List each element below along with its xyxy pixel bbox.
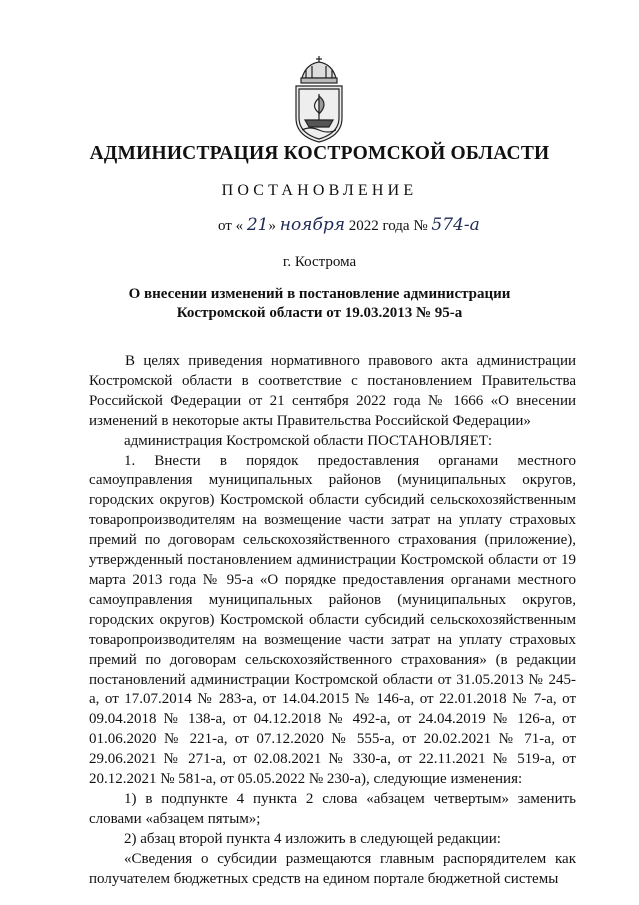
organization-title: АДМИНИСТРАЦИЯ КОСТРОМСКОЙ ОБЛАСТИ	[89, 143, 550, 164]
year-text: 2022 года №	[348, 218, 428, 234]
handwritten-month: ноября	[279, 215, 345, 235]
subject-line-2: Костромской области от 19.03.2013 № 95-а	[176, 305, 463, 321]
city-name: г. Кострома	[282, 254, 357, 270]
paragraph-subitem-1: 1) в подпункте 4 пункта 2 слова «абзацем четвертым» заменить словами «абзацем пятым»;	[89, 790, 576, 827]
paragraph-resolves: администрация Костромской области ПОСТАНОВЛЯЕТ:	[124, 432, 493, 449]
handwritten-number: 574-а	[431, 215, 480, 235]
document-subject	[0, 285, 639, 323]
date-prefix: от «	[218, 218, 244, 234]
document-date-line	[218, 215, 480, 235]
document-body	[89, 352, 576, 889]
paragraph-subitem-2: 2) абзац второй пункта 4 изложить в следующей редакции:	[124, 830, 501, 847]
paragraph-quote: «Сведения о субсидии размещаются главным распорядителем как получателем бюджетных средств на едином портале бюджетной системы	[89, 850, 576, 887]
paragraph-item-1: 1. Внести в порядок предоставления органами местного самоуправления муниципальных районов (муниципальных округов, городских округов) Костромской области субсидий сельскохозяйственным товаропроизводителям на возмещение части затрат на уплату страховых премий по договорам сельскохозяйственного страхования (приложение), утвержденный постановлением администрации Костромской области от 19 марта 2013 года № 95-а «О порядке предоставления органами местного самоуправления муниципальных районов (муниципальных округов, городских округов) Костромской области субсидий сельскохозяйственным товаропроизводителям на возмещение части затрат на уплату страховых премий по договорам сельскохозяйственного страхования» (в редакции постановлений администрации Костромской области от 31.05.2013 № 245-а, от 17.07.2014 № 283-а, от 14.04.2015 № 146-а, от 22.01.2018 № 7-а, от 09.04.2018 № 138-а, от 04.12.2018 № 492-а, от 24.04.2019 № 126-а, от 01.06.2020 № 221-а, от 07.12.2020 № 555-а, от 20.02.2021 № 71-а, от 29.06.2021 № 271-а, от 02.08.2021 № 330-а, от 22.11.2021 № 519-а, от 20.12.2021 № 581-а, от 05.05.2022 № 230-а), следующие изменения:	[89, 452, 576, 788]
handwritten-day: 21	[246, 215, 269, 235]
subject-line-1: О внесении изменений в постановление администрации	[128, 286, 511, 302]
date-mid: »	[268, 218, 276, 234]
kostroma-coat-of-arms-icon	[288, 56, 350, 144]
paragraph-preamble: В целях приведения нормативного правового акта администрации Костромской области в соответствие с постановлением Правительства Российской Федерации от 21 сентября 2022 года № 1666 «О внесении изменений в некоторые акты Правительства Российской Федерации»	[89, 353, 576, 429]
document-type: ПОСТАНОВЛЕНИЕ	[221, 182, 418, 199]
